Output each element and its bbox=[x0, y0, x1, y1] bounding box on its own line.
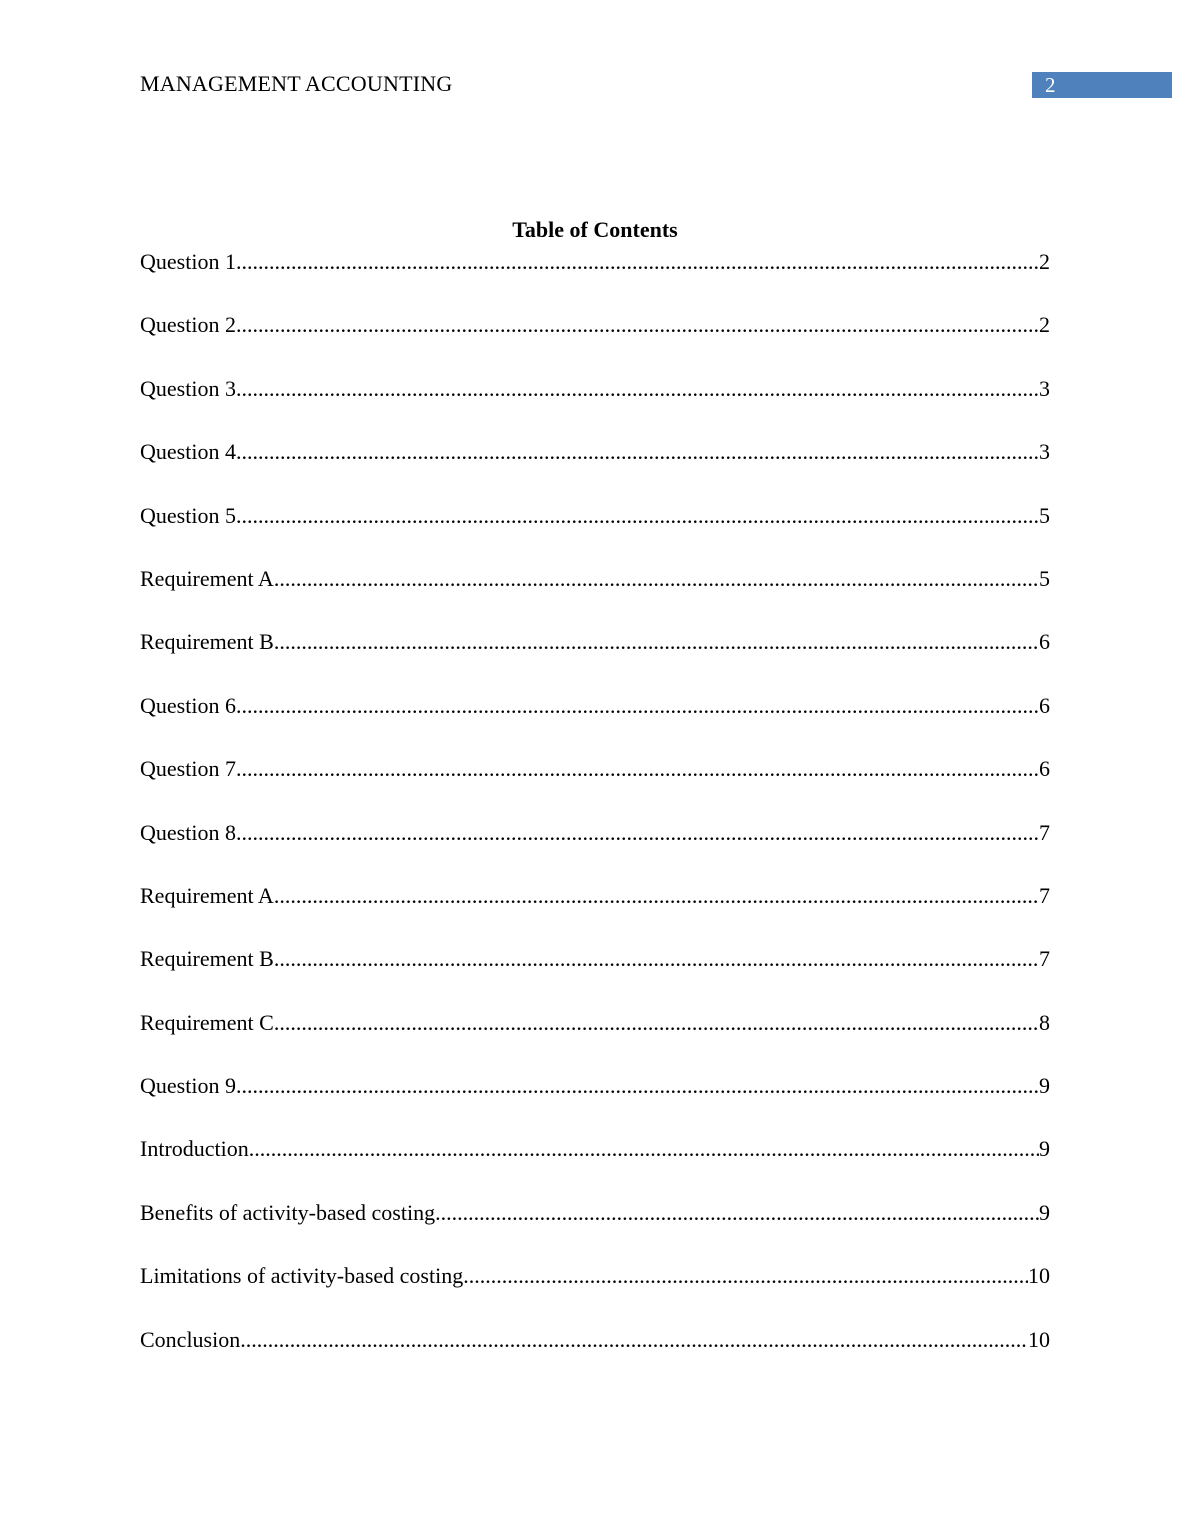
toc-entry-label: Introduction bbox=[140, 1136, 249, 1162]
toc-dot-leader bbox=[236, 375, 1039, 403]
toc-entry-page: 10 bbox=[1028, 1263, 1050, 1289]
toc-entry-conclusion[interactable] bbox=[140, 1326, 1050, 1389]
toc-entry-label: Conclusion bbox=[140, 1326, 241, 1352]
toc-entry-label: Requirement B bbox=[140, 629, 274, 655]
toc-dot-leader bbox=[274, 565, 1039, 593]
toc-dot-leader bbox=[236, 1072, 1039, 1100]
toc-heading: Table of Contents bbox=[512, 217, 678, 242]
toc-entry-label: Question 5 bbox=[140, 502, 236, 528]
toc-entry-page: 2 bbox=[1039, 312, 1050, 338]
toc-entry-benefits[interactable] bbox=[140, 1199, 1050, 1262]
toc-dot-leader bbox=[240, 1326, 1028, 1354]
toc-dot-leader bbox=[236, 819, 1039, 847]
toc-entry-question-9[interactable] bbox=[140, 1072, 1050, 1135]
toc-entry-page: 6 bbox=[1039, 629, 1050, 655]
toc-dot-leader bbox=[236, 311, 1039, 339]
toc-dot-leader bbox=[274, 628, 1039, 656]
toc-entry-page: 9 bbox=[1039, 1073, 1050, 1099]
toc-entry-page: 5 bbox=[1039, 502, 1050, 528]
toc-entry-label: Question 9 bbox=[140, 1073, 236, 1099]
toc-entry-page: 7 bbox=[1039, 819, 1050, 845]
toc-entry-requirement-b[interactable] bbox=[140, 628, 1050, 691]
toc-entry-page: 6 bbox=[1039, 756, 1050, 782]
toc-dot-leader bbox=[274, 945, 1039, 973]
toc-entry-page: 9 bbox=[1039, 1199, 1050, 1225]
toc-dot-leader bbox=[236, 502, 1039, 530]
toc-entry-page: 9 bbox=[1039, 1136, 1050, 1162]
toc-entry-label: Question 3 bbox=[140, 375, 236, 401]
toc-dot-leader bbox=[236, 248, 1039, 276]
running-header-title: MANAGEMENT ACCOUNTING bbox=[140, 71, 453, 96]
toc-entry-page: 5 bbox=[1039, 565, 1050, 591]
toc-entry-requirement-a[interactable] bbox=[140, 565, 1050, 628]
toc-entry-label: Requirement B bbox=[140, 946, 274, 972]
toc-entry-question-1[interactable] bbox=[140, 248, 1050, 311]
toc-entry-label: Question 8 bbox=[140, 819, 236, 845]
toc-entry-label: Limitations of activity-based costing bbox=[140, 1263, 464, 1289]
toc-entry-question-3[interactable] bbox=[140, 375, 1050, 438]
toc-entry-question-5[interactable] bbox=[140, 502, 1050, 565]
toc-entry-label: Requirement A bbox=[140, 882, 274, 908]
toc-entry-question-8[interactable] bbox=[140, 819, 1050, 882]
page-number-badge: 2 bbox=[1032, 72, 1172, 98]
toc-dot-leader bbox=[463, 1262, 1028, 1290]
toc-entry-page: 3 bbox=[1039, 375, 1050, 401]
toc-dot-leader bbox=[274, 1009, 1039, 1037]
toc-entry-requirement-c[interactable] bbox=[140, 1009, 1050, 1072]
toc-entry-page: 7 bbox=[1039, 882, 1050, 908]
toc-entry-question-2[interactable] bbox=[140, 311, 1050, 374]
toc-entry-label: Requirement A bbox=[140, 565, 274, 591]
table-of-contents bbox=[140, 248, 1050, 1389]
toc-dot-leader bbox=[236, 755, 1039, 783]
toc-dot-leader bbox=[236, 438, 1039, 466]
toc-entry-question-4[interactable] bbox=[140, 438, 1050, 501]
toc-entry-page: 6 bbox=[1039, 692, 1050, 718]
toc-entry-requirement-a-2[interactable] bbox=[140, 882, 1050, 945]
toc-entry-label: Question 7 bbox=[140, 756, 236, 782]
toc-entry-label: Benefits of activity-based costing bbox=[140, 1199, 436, 1225]
toc-entry-introduction[interactable] bbox=[140, 1135, 1050, 1198]
toc-dot-leader bbox=[274, 882, 1039, 910]
toc-entry-label: Question 4 bbox=[140, 439, 236, 465]
toc-entry-limitations[interactable] bbox=[140, 1262, 1050, 1325]
toc-dot-leader bbox=[249, 1135, 1039, 1163]
toc-entry-label: Question 1 bbox=[140, 249, 236, 274]
toc-dot-leader bbox=[435, 1199, 1039, 1227]
toc-entry-page: 10 bbox=[1028, 1326, 1050, 1352]
toc-entry-question-6[interactable] bbox=[140, 692, 1050, 755]
toc-entry-page: 8 bbox=[1039, 1009, 1050, 1035]
toc-entry-label: Question 6 bbox=[140, 692, 236, 718]
toc-entry-label: Question 2 bbox=[140, 312, 236, 338]
toc-entry-page: 3 bbox=[1039, 439, 1050, 465]
toc-dot-leader bbox=[236, 692, 1039, 720]
toc-entry-page: 2 bbox=[1039, 249, 1050, 274]
toc-entry-label: Requirement C bbox=[140, 1009, 274, 1035]
toc-entry-requirement-b-2[interactable] bbox=[140, 945, 1050, 1008]
toc-entry-page: 7 bbox=[1039, 946, 1050, 972]
toc-entry-question-7[interactable] bbox=[140, 755, 1050, 818]
